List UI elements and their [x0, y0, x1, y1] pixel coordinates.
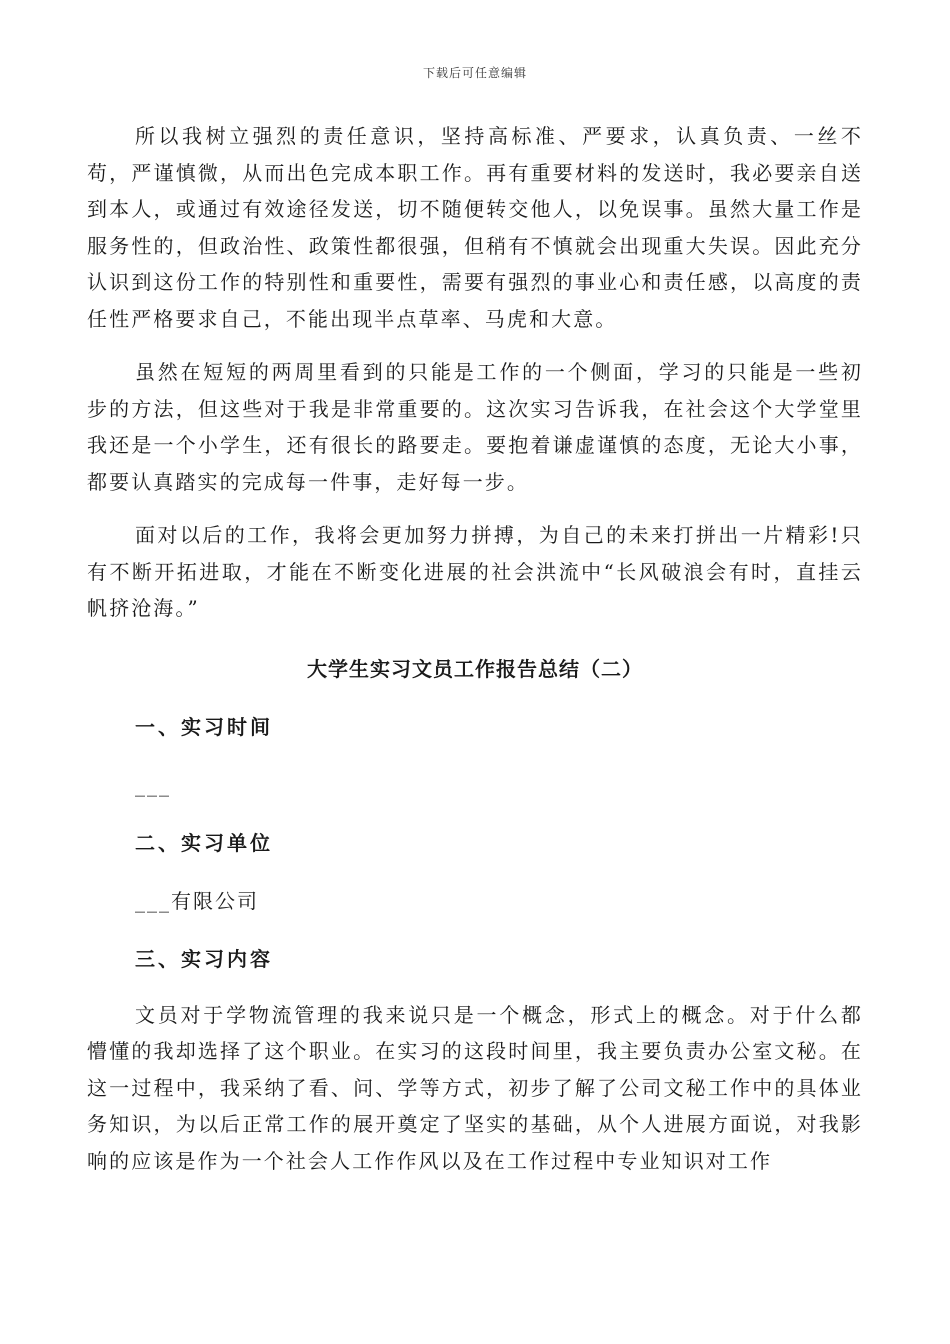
report-title: 大学生实习文员工作报告总结（二） [307, 656, 643, 681]
section-value-time: ___ [135, 772, 171, 797]
section-heading-content: 三、实习内容 [135, 946, 273, 971]
section-heading-unit: 二、实习单位 [135, 830, 273, 855]
paragraph-future: 面对以后的工作，我将会更加努力拼搏，为自己的未来打拼出一片精彩!只有不断开拓进取，才能在不断变化进展的社会洪流中“长风破浪会有时，直挂云帆挤沧海。” [87, 523, 863, 620]
section-value-unit: ___有限公司 [135, 888, 259, 913]
header-note: 下载后可任意编辑 [422, 66, 527, 80]
paragraph-responsibility: 所以我树立强烈的责任意识，坚持高标准、严要求，认真负责、一丝不苟，严谨慎微，从而出色完成本职工作。再有重要材料的发送时，我必要亲自送到本人，或通过有效途径发送，切不随便转交他人，以免误事。虽然大量工作是服务性的，但政治性、政策性都很强，但稍有不慎就会出现重大失误。因此充分认识到这份工作的特别性和重要性，需要有强烈的事业心和责任感，以高度的责任性严格要求自己，不能出现半点草率、马虎和大意。 [87, 124, 863, 331]
paragraph-internship-content: 文员对于学物流管理的我来说只是一个概念，形式上的概念。对于什么都懵懂的我却选择了这个职业。在实习的这段时间里，我主要负责办公室文秘。在这一过程中，我采纳了看、问、学等方式，初步了解了公司文秘工作中的具体业务知识，为以后正常工作的展开奠定了坚实的基础，从个人进展方面说，对我影响的应该是作为一个社会人工作作风以及在工作过程中专业知识对工作 [87, 1002, 863, 1173]
document-body [87, 118, 863, 1196]
paragraph-learning: 虽然在短短的两周里看到的只能是工作的一个侧面，学习的只能是一些初步的方法，但这些对于我是非常重要的。这次实习告诉我，在社会这个大学堂里我还是一个小学生，还有很长的路要走。要抱着谦虚谨慎的态度，无论大小事，都要认真踏实的完成每一件事，走好每一步。 [87, 360, 863, 494]
section-heading-time: 一、实习时间 [135, 714, 273, 739]
